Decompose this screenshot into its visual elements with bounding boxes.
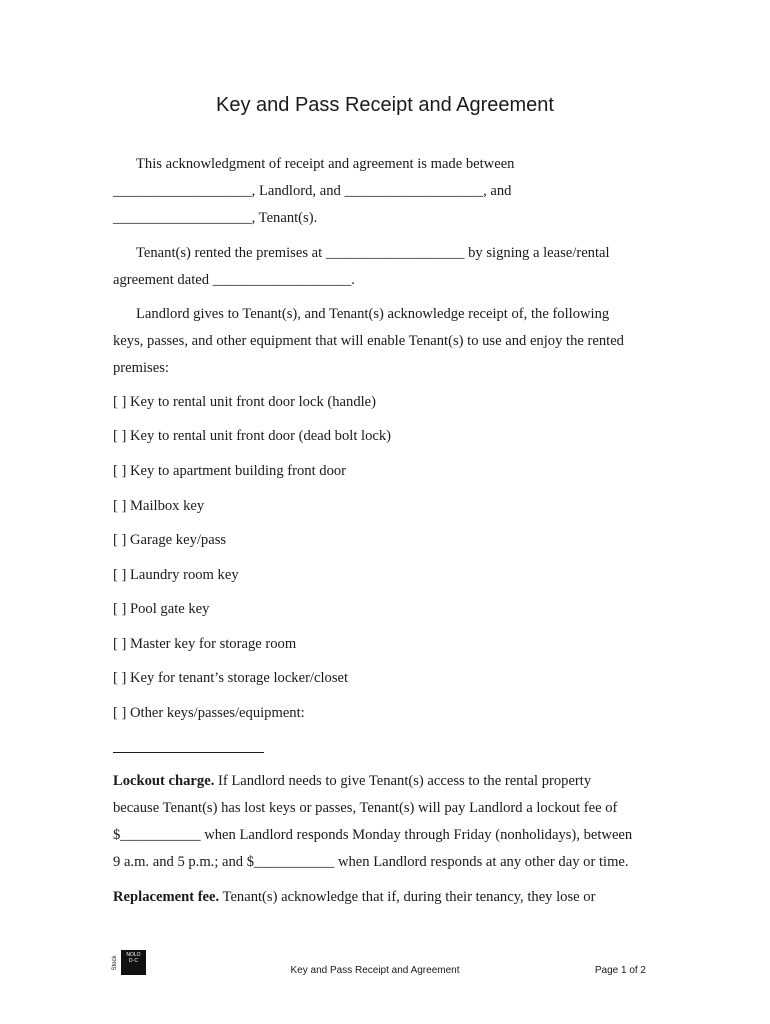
checklist-item: [ ] Key to apartment building front door [113,463,347,479]
paragraph-line: This acknowledgment of receipt and agreement is made between [136,156,515,172]
paragraph-line: Landlord gives to Tenant(s), and Tenant(s) acknowledge receipt of, the following [136,306,610,322]
paragraph-line: $___________ when Landlord responds Monday through Friday (nonholidays), between [113,827,633,843]
paragraph-line: Tenant(s) rented the premises at ___________________ by signing a lease/rental [136,245,610,261]
replacement-heading: Replacement fee. [113,889,220,905]
footer-page-number: Page 1 of 2 [594,965,646,976]
logo-side-text: Stock [112,955,118,971]
replacement-text: Tenant(s) acknowledge that if, during their tenancy, they lose or [219,889,596,905]
footer-document-name: Key and Pass Receipt and Agreement [290,965,460,976]
checklist-item: [ ] Garage key/pass [113,532,227,548]
paragraph-line: keys, passes, and other equipment that will enable Tenant(s) to use and enjoy the rented [113,333,624,349]
checklist-item: [ ] Key for tenant’s storage locker/closet [113,670,349,686]
paragraph-lockout [113,768,673,876]
paragraph-line [113,884,673,911]
paragraph-line: ___________________, Tenant(s). [113,210,318,226]
checklist-item: [ ] Key to rental unit front door lock (handle) [113,394,377,410]
checklist-item: [ ] Master key for storage room [113,636,297,652]
paragraph-line: 9 a.m. and 5 p.m.; and $___________ when Landlord responds at any other day or time. [113,854,629,870]
logo-box-line: D·C [129,958,138,964]
paragraph-premises [113,240,673,294]
checklist-item: [ ] Laundry room key [113,567,239,583]
paragraph-replacement [113,884,673,911]
checklist-item: [ ] Key to rental unit front door (dead bolt lock) [113,428,392,444]
paragraph-line: agreement dated ___________________. [113,272,355,288]
lockout-heading: Lockout charge. [113,773,215,789]
paragraph-line: because Tenant(s) has lost keys or passes, Tenant(s) will pay Landlord a lockout fee of [113,800,618,816]
document-title: Key and Pass Receipt and Agreement [216,94,554,116]
paragraph-line: ___________________, Landlord, and ___________________, and [113,183,512,199]
other-keys-blank-line [113,752,264,753]
paragraph-line [113,768,673,795]
paragraph-parties [113,151,673,232]
lockout-text: If Landlord needs to give Tenant(s) access to the rental property [214,773,592,789]
paragraph-keys-given [113,301,673,382]
logo-box-line: NOLO [126,952,141,958]
checklist-item: [ ] Mailbox key [113,498,205,514]
checklist-item: [ ] Other keys/passes/equipment: [113,705,305,721]
paragraph-line: premises: [113,360,169,376]
checklist-item: [ ] Pool gate key [113,601,210,617]
